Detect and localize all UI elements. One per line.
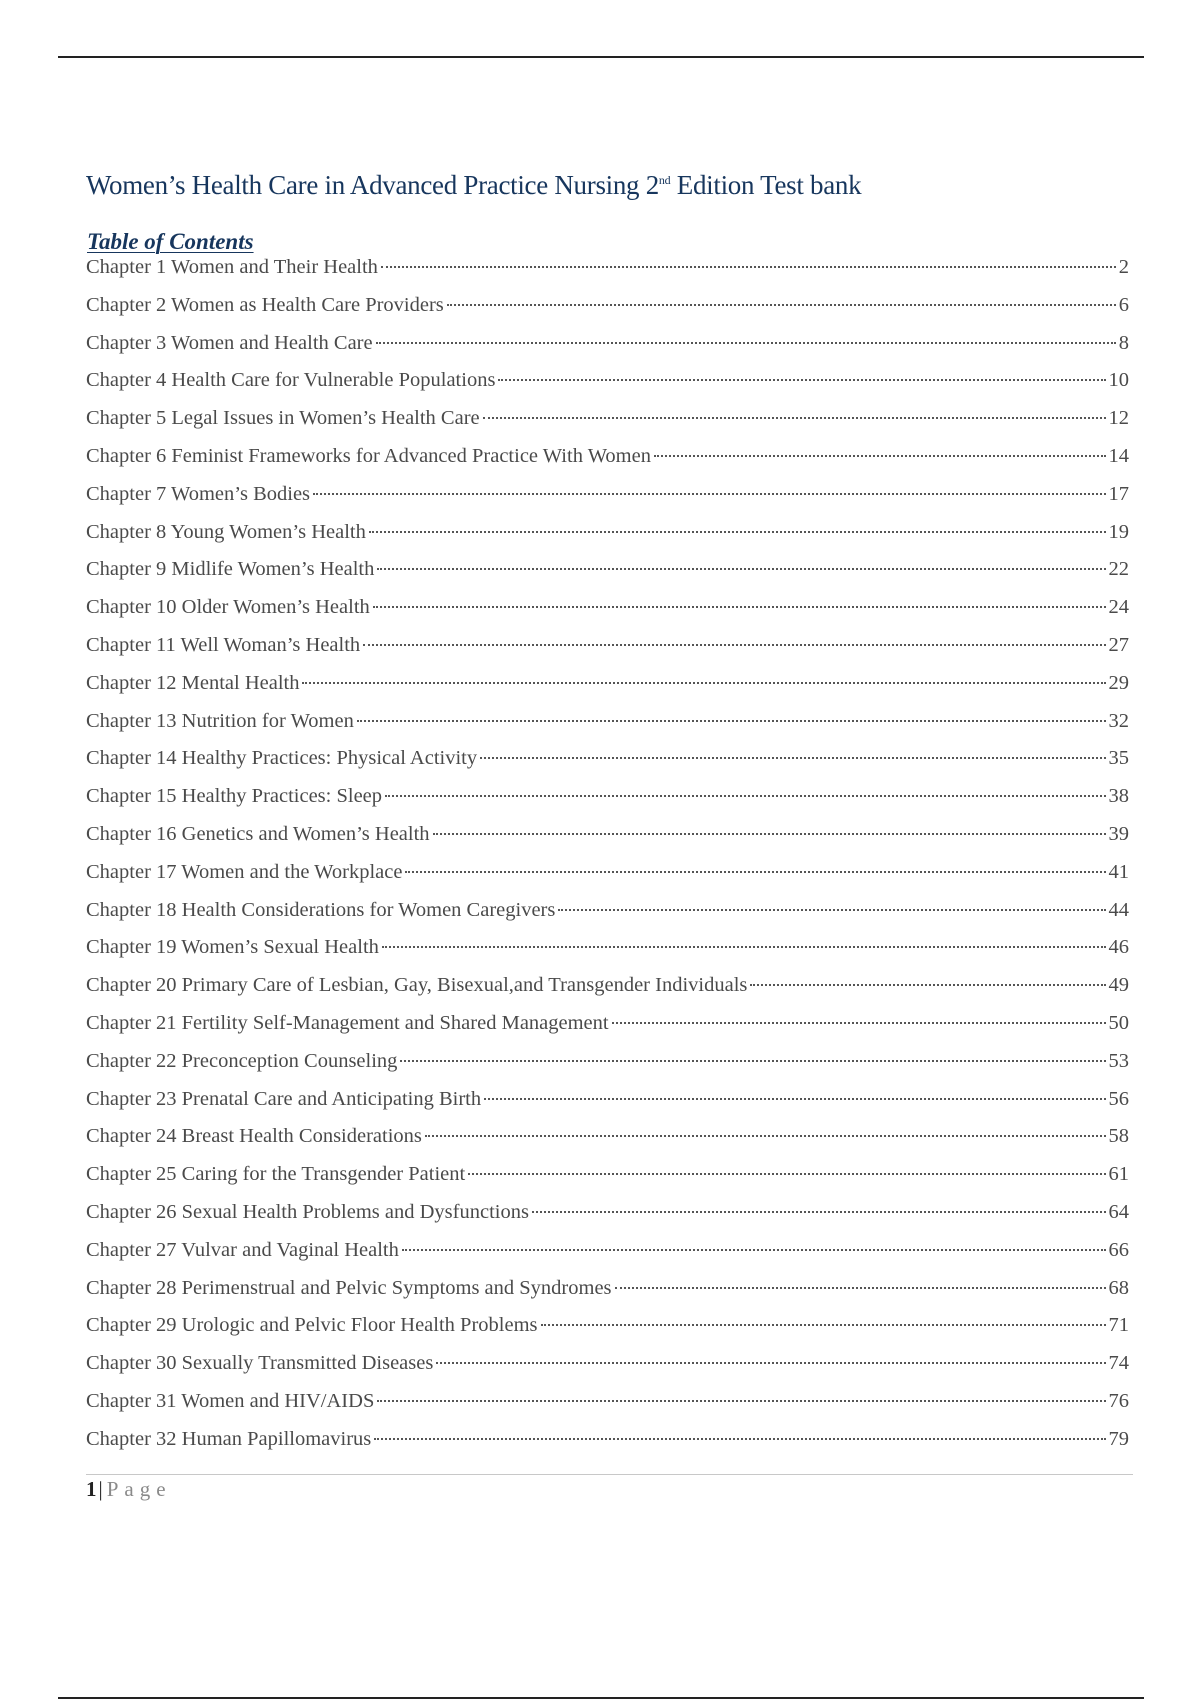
toc-entry[interactable] xyxy=(86,672,1129,710)
toc-entry-page: 64 xyxy=(1108,1200,1129,1223)
toc-dot-leader xyxy=(376,342,1116,344)
bottom-rule xyxy=(58,1697,1144,1699)
toc-entry-page: 32 xyxy=(1108,709,1129,732)
toc-entry-label: Chapter 9 Midlife Women’s Health xyxy=(86,558,375,581)
toc-entry[interactable] xyxy=(86,407,1129,445)
toc-entry[interactable] xyxy=(86,445,1129,483)
toc-entry[interactable] xyxy=(86,1050,1129,1088)
toc-dot-leader xyxy=(541,1324,1106,1326)
toc-entry[interactable] xyxy=(86,1163,1129,1201)
toc-dot-leader xyxy=(405,871,1105,873)
toc-entry[interactable] xyxy=(86,823,1129,861)
toc-entry[interactable] xyxy=(86,710,1129,748)
toc-entry-page: 38 xyxy=(1108,785,1129,808)
toc-heading: Table of Contents xyxy=(87,229,254,254)
toc-entry-page: 53 xyxy=(1108,1049,1129,1072)
toc-entry-label: Chapter 32 Human Papillomavirus xyxy=(86,1427,372,1450)
toc-entry-page: 10 xyxy=(1108,369,1129,392)
toc-entry-label: Chapter 31 Women and HIV/AIDS xyxy=(86,1389,375,1412)
toc-entry[interactable] xyxy=(86,1314,1129,1352)
toc-entry[interactable] xyxy=(86,1012,1129,1050)
toc-entry[interactable] xyxy=(86,521,1129,559)
toc-entry[interactable] xyxy=(86,1125,1129,1163)
toc-entry[interactable] xyxy=(86,747,1129,785)
toc-entry-label: Chapter 3 Women and Health Care xyxy=(86,331,373,354)
toc-entry[interactable] xyxy=(86,596,1129,634)
toc-entry[interactable] xyxy=(86,332,1129,370)
toc-entry[interactable] xyxy=(86,1352,1129,1390)
toc-entry[interactable] xyxy=(86,1390,1129,1428)
toc-dot-leader xyxy=(436,1362,1105,1364)
document-title: Women’s Health Care in Advanced Practice Nursing 2nd Edition Test bank xyxy=(86,170,862,200)
toc-entry-label: Chapter 15 Healthy Practices: Sleep xyxy=(86,785,383,808)
toc-dot-leader xyxy=(558,909,1105,911)
toc-entry-page: 27 xyxy=(1108,633,1129,656)
toc-entry-label: Chapter 16 Genetics and Women’s Health xyxy=(86,822,430,845)
top-rule xyxy=(58,56,1144,58)
toc-entry-label: Chapter 29 Urologic and Pelvic Floor Health Problems xyxy=(86,1314,538,1337)
toc-entry-page: 49 xyxy=(1108,974,1129,997)
toc-entry-page: 6 xyxy=(1118,293,1129,316)
toc-dot-leader xyxy=(302,682,1105,684)
toc-entry-page: 24 xyxy=(1108,596,1129,619)
toc-entry-page: 79 xyxy=(1108,1427,1129,1450)
toc-entry-page: 2 xyxy=(1118,256,1129,278)
toc-dot-leader xyxy=(377,568,1105,570)
toc-entry-label: Chapter 4 Health Care for Vulnerable Populations xyxy=(86,369,496,392)
toc-dot-leader xyxy=(377,1400,1105,1402)
footer-page-number: 1 xyxy=(86,1477,97,1501)
toc-entry-label: Chapter 19 Women’s Sexual Health xyxy=(86,936,379,959)
toc-entry[interactable] xyxy=(86,899,1129,937)
toc-entry[interactable] xyxy=(86,369,1129,407)
toc-entry[interactable] xyxy=(86,634,1129,672)
footer-rule xyxy=(86,1474,1133,1475)
toc-dot-leader xyxy=(313,493,1105,495)
toc-entry-page: 46 xyxy=(1108,936,1129,959)
toc-entry[interactable] xyxy=(86,256,1129,294)
toc-entry[interactable] xyxy=(86,1239,1129,1277)
toc-dot-leader xyxy=(750,984,1105,986)
toc-dot-leader xyxy=(425,1135,1106,1137)
toc-entry[interactable] xyxy=(86,1428,1129,1466)
toc-entry[interactable] xyxy=(86,1088,1129,1126)
toc-entry-label: Chapter 6 Feminist Frameworks for Advanced Practice With Women xyxy=(86,444,651,467)
toc-entry-page: 22 xyxy=(1108,558,1129,581)
toc-entry-label: Chapter 12 Mental Health xyxy=(86,671,300,694)
toc-entry-label: Chapter 24 Breast Health Considerations xyxy=(86,1125,422,1148)
toc-entry-label: Chapter 14 Healthy Practices: Physical Activity xyxy=(86,747,478,770)
toc-entry-page: 12 xyxy=(1108,407,1129,430)
toc-entry-page: 35 xyxy=(1108,747,1129,770)
toc-dot-leader xyxy=(480,757,1105,759)
toc-entry-page: 58 xyxy=(1108,1125,1129,1148)
toc-entry[interactable] xyxy=(86,483,1129,521)
toc-dot-leader xyxy=(382,946,1106,948)
toc-dot-leader xyxy=(447,304,1116,306)
toc-entry-label: Chapter 23 Prenatal Care and Anticipating Birth xyxy=(86,1087,482,1110)
toc-dot-leader xyxy=(402,1249,1106,1251)
toc-dot-leader xyxy=(357,720,1106,722)
toc-entry-label: Chapter 10 Older Women’s Health xyxy=(86,596,370,619)
toc-entry-page: 56 xyxy=(1108,1087,1129,1110)
toc-entry-label: Chapter 20 Primary Care of Lesbian, Gay, Bisexual,and Transgender Individuals xyxy=(86,974,748,997)
page-footer xyxy=(86,1477,172,1502)
toc-entry[interactable] xyxy=(86,294,1129,332)
toc-entry-page: 61 xyxy=(1108,1163,1129,1186)
toc-entry-label: Chapter 18 Health Considerations for Women Caregivers xyxy=(86,898,556,921)
toc-entry-page: 66 xyxy=(1108,1238,1129,1261)
footer-page-word: Page xyxy=(106,1477,172,1501)
toc-dot-leader xyxy=(369,531,1106,533)
toc-entry-page: 68 xyxy=(1108,1276,1129,1299)
toc-entry-page: 17 xyxy=(1108,482,1129,505)
toc-entry[interactable] xyxy=(86,558,1129,596)
toc-entry-page: 50 xyxy=(1108,1011,1129,1034)
toc-dot-leader xyxy=(612,1022,1106,1024)
toc-entry-page: 8 xyxy=(1118,331,1129,354)
toc-entry-label: Chapter 13 Nutrition for Women xyxy=(86,709,354,732)
toc-dot-leader xyxy=(373,606,1106,608)
toc-entry-label: Chapter 21 Fertility Self-Management and Shared Management xyxy=(86,1011,609,1034)
toc-dot-leader xyxy=(615,1287,1106,1289)
toc-entry-label: Chapter 26 Sexual Health Problems and Dysfunctions xyxy=(86,1200,529,1223)
toc-entry-label: Chapter 17 Women and the Workplace xyxy=(86,860,403,883)
toc-entry-label: Chapter 30 Sexually Transmitted Diseases xyxy=(86,1352,434,1375)
toc-entry[interactable] xyxy=(86,1277,1129,1315)
toc-entry-page: 29 xyxy=(1108,671,1129,694)
toc-entry[interactable] xyxy=(86,936,1129,974)
toc-dot-leader xyxy=(400,1060,1105,1062)
toc-entry-label: Chapter 7 Women’s Bodies xyxy=(86,482,311,505)
toc-entry-label: Chapter 22 Preconception Counseling xyxy=(86,1049,398,1072)
toc-entry-label: Chapter 11 Well Woman’s Health xyxy=(86,633,361,656)
toc-entry-label: Chapter 1 Women and Their Health xyxy=(86,256,378,278)
toc-entry-page: 44 xyxy=(1108,898,1129,921)
toc-entry-page: 71 xyxy=(1108,1314,1129,1337)
toc-entry[interactable] xyxy=(86,974,1129,1012)
toc-entry[interactable] xyxy=(86,1201,1129,1239)
toc-dot-leader xyxy=(433,833,1106,835)
footer-separator: | xyxy=(98,1477,103,1501)
toc-dot-leader xyxy=(484,1098,1105,1100)
toc-dot-leader xyxy=(468,1173,1105,1175)
toc-dot-leader xyxy=(483,417,1106,419)
toc-dot-leader xyxy=(532,1211,1106,1213)
toc-entry-page: 41 xyxy=(1108,860,1129,883)
toc-dot-leader xyxy=(381,266,1116,268)
toc-entry-page: 14 xyxy=(1108,444,1129,467)
toc-entry-page: 39 xyxy=(1108,822,1129,845)
toc-entry-label: Chapter 5 Legal Issues in Women’s Health Care xyxy=(86,407,480,430)
toc-dot-leader xyxy=(385,795,1105,797)
toc-entry[interactable] xyxy=(86,785,1129,823)
toc-dot-leader xyxy=(654,455,1106,457)
toc-dot-leader xyxy=(374,1438,1105,1440)
toc-entry-label: Chapter 8 Young Women’s Health xyxy=(86,520,366,543)
toc-entry-page: 76 xyxy=(1108,1389,1129,1412)
toc-entry-label: Chapter 25 Caring for the Transgender Patient xyxy=(86,1163,466,1186)
toc-dot-leader xyxy=(498,379,1105,381)
toc-entry-page: 74 xyxy=(1108,1352,1129,1375)
toc-dot-leader xyxy=(363,644,1105,646)
toc-entry-label: Chapter 28 Perimenstrual and Pelvic Symptoms and Syndromes xyxy=(86,1276,612,1299)
table-of-contents xyxy=(86,256,1129,1466)
toc-entry[interactable] xyxy=(86,861,1129,899)
toc-entry-page: 19 xyxy=(1108,520,1129,543)
toc-entry-label: Chapter 27 Vulvar and Vaginal Health xyxy=(86,1238,399,1261)
toc-entry-label: Chapter 2 Women as Health Care Providers xyxy=(86,293,444,316)
